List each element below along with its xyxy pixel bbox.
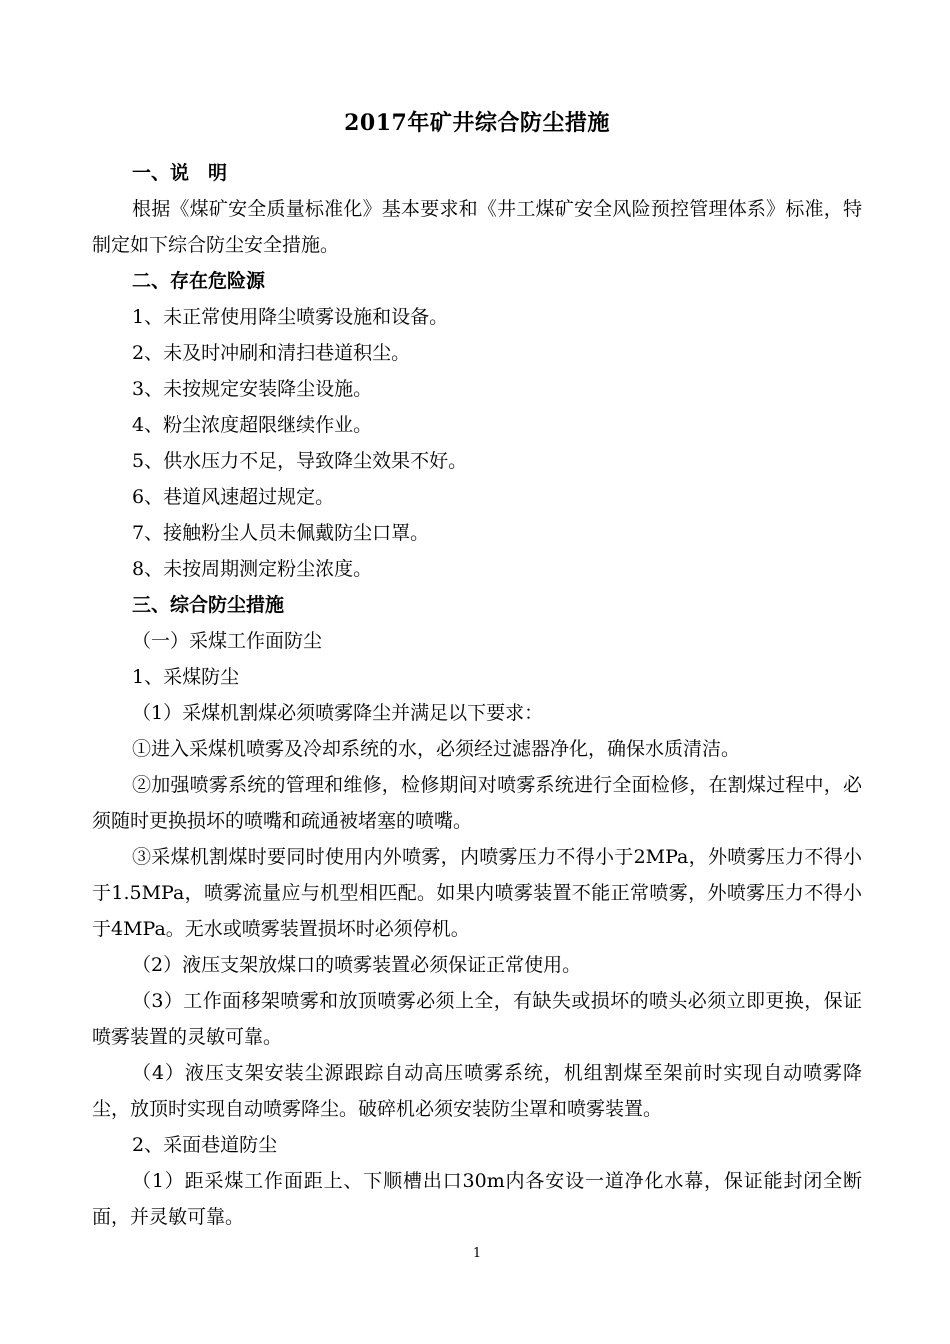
document-page	[92, 0, 862, 1344]
paragraph: （1）距采煤工作面距上、下顺槽出口30m内各安设一道净化水幕，保证能封闭全断面，并灵敏可靠。	[92, 1170, 862, 1228]
page-number: 1	[472, 1246, 482, 1261]
subsection-heading: 1、采煤防尘	[132, 666, 240, 688]
list-item: 7、接触粉尘人员未佩戴防尘口罩。	[132, 522, 430, 544]
paragraph: （2）液压支架放煤口的喷雾装置必须保证正常使用。	[132, 954, 582, 976]
paragraph: 根据《煤矿安全质量标准化》基本要求和《井工煤矿安全风险预控管理体系》标准，特制定如下综合防尘安全措施。	[92, 198, 862, 256]
section-heading: 三、综合防尘措施	[132, 594, 285, 616]
section-heading: 一、说 明	[132, 162, 228, 184]
list-item: 8、未按周期测定粉尘浓度。	[132, 558, 373, 580]
list-item: 4、粉尘浓度超限继续作业。	[132, 414, 373, 436]
subsection-heading: 2、采面巷道防尘	[132, 1134, 278, 1156]
subsection-heading: （一）采煤工作面防尘	[132, 630, 323, 652]
document-title: 2017年矿井综合防尘措施	[344, 110, 610, 136]
paragraph: （4）液压支架安装尘源跟踪自动高压喷雾系统，机组割煤至架前时实现自动喷雾降尘，放顶时实现自动喷雾降尘。破碎机必须安装防尘罩和喷雾装置。	[92, 1062, 862, 1120]
list-item: 1、未正常使用降尘喷雾设施和设备。	[132, 306, 449, 328]
paragraph: （3）工作面移架喷雾和放顶喷雾必须上全，有缺失或损坏的喷头必须立即更换，保证喷雾装置的灵敏可靠。	[92, 990, 862, 1048]
section-heading: 二、存在危险源	[132, 270, 266, 292]
list-item: 3、未按规定安装降尘设施。	[132, 378, 373, 400]
paragraph: ②加强喷雾系统的管理和维修，检修期间对喷雾系统进行全面检修，在割煤过程中，必须随时更换损坏的喷嘴和疏通被堵塞的喷嘴。	[92, 774, 862, 832]
list-item: 6、巷道风速超过规定。	[132, 486, 335, 508]
paragraph: ③采煤机割煤时要同时使用内外喷雾，内喷雾压力不得小于2MPa，外喷雾压力不得小于1.5MPa，喷雾流量应与机型相匹配。如果内喷雾装置不能正常喷雾，外喷雾压力不得小于4MPa。无水或喷雾装置损坏时必须停机。	[92, 846, 862, 940]
paragraph: （1）采煤机割煤必须喷雾降尘并满足以下要求：	[132, 702, 544, 724]
document-body	[92, 155, 862, 1235]
list-item: 2、未及时冲刷和清扫巷道积尘。	[132, 342, 411, 364]
list-item: 5、供水压力不足，导致降尘效果不好。	[132, 450, 468, 472]
paragraph: ①进入采煤机喷雾及冷却系统的水，必须经过滤器净化，确保水质清洁。	[132, 738, 741, 760]
